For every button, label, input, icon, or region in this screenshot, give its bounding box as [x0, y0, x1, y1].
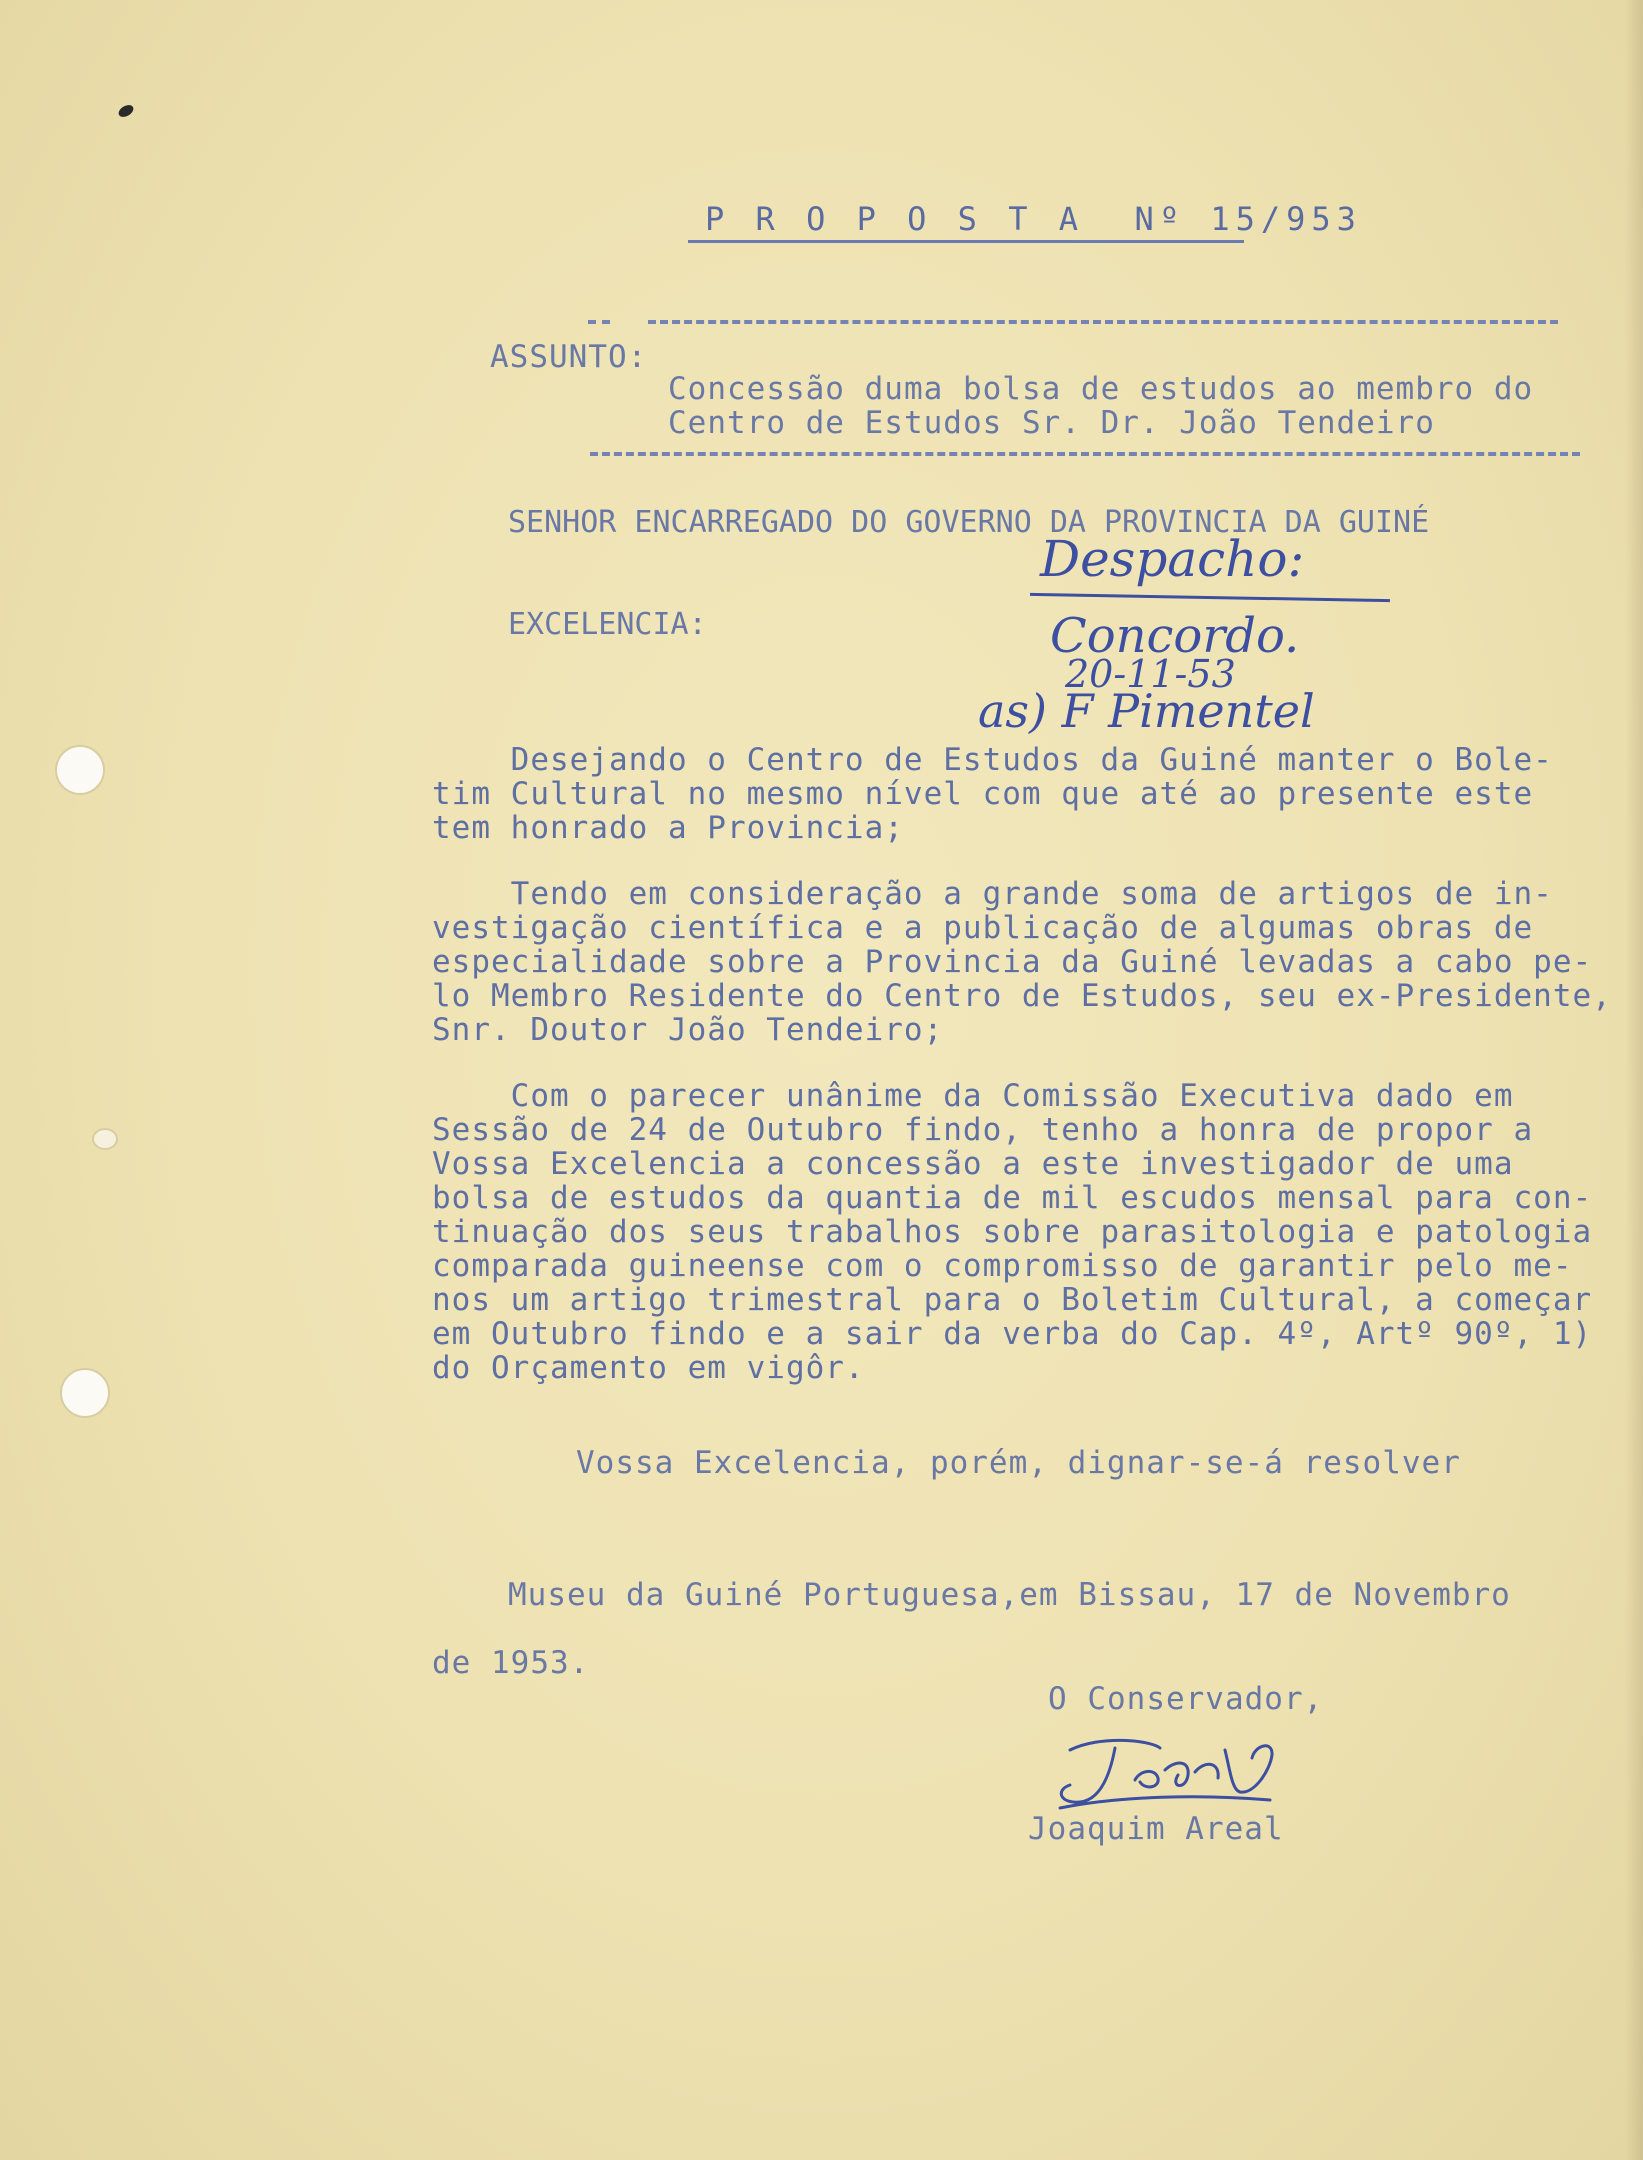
dash-rule-bottom [590, 452, 1580, 456]
paper-edge-shadow [1625, 0, 1643, 2160]
addressee: SENHOR ENCARREGADO DO GOVERNO DA PROVINCIA DA GUINÉ [508, 505, 1430, 540]
paragraph-2-line: Tendo em consideração a grande soma de artigos de in- [432, 876, 1553, 912]
paragraph-3-line: tinuação dos seus trabalhos sobre parasitologia e patologia [432, 1214, 1593, 1250]
paragraph-1-line: tem honrado a Provincia; [432, 810, 904, 846]
paragraph-3-line: Sessão de 24 de Outubro findo, tenho a honra de propor a [432, 1112, 1534, 1148]
document-title: P R O P O S T A Nº 15/953 [705, 200, 1362, 238]
paragraph-2-line: Snr. Doutor João Tendeiro; [432, 1012, 944, 1048]
place-date-line-1: Museu da Guiné Portuguesa,em Bissau, 17 de Novembro [508, 1577, 1511, 1613]
signatory-role: O Conservador, [1048, 1681, 1324, 1717]
subject-line-2: Centro de Estudos Sr. Dr. João Tendeiro [668, 405, 1435, 441]
signatory-name: Joaquim Areal [1028, 1811, 1284, 1847]
paragraph-3-line: comparada guineense com o compromisso de garantir pelo me- [432, 1248, 1573, 1284]
paragraph-3-line: Com o parecer unânime da Comissão Executiva dado em [432, 1078, 1514, 1114]
paragraph-1-line: tim Cultural no mesmo nível com que até ao presente este [432, 776, 1534, 812]
handwritten-date: 20-11-53 [1065, 652, 1236, 696]
paragraph-1-line: Desejando o Centro de Estudos da Guiné manter o Bole- [432, 742, 1553, 778]
ink-speck [117, 103, 136, 120]
closing-line: Vossa Excelencia, porém, dignar-se-á resolver [576, 1445, 1461, 1481]
paper-tear-mark [92, 1128, 118, 1150]
title-underline [688, 240, 1244, 243]
paragraph-2-line: especialidade sobre a Provincia da Guiné levadas a cabo pe- [432, 944, 1593, 980]
paragraph-3-line: nos um artigo trimestral para o Boletim Cultural, a começar [432, 1282, 1593, 1318]
handwritten-underline [1030, 593, 1390, 602]
dash-rule-short [588, 320, 610, 324]
subject-label: ASSUNTO: [490, 339, 648, 375]
paragraph-3-line: em Outubro findo e a sair da verba do Cap. 4º, Artº 90º, 1) [432, 1316, 1593, 1352]
paragraph-2-line: lo Membro Residente do Centro de Estudos, seu ex-Presidente, [432, 978, 1612, 1014]
handwritten-signature-pimentel: as) F Pimentel [978, 684, 1315, 738]
handwritten-dispatch-heading: Despacho: [1040, 530, 1305, 588]
dash-rule-top [648, 320, 1558, 324]
paragraph-3-line: Vossa Excelencia a concessão a este investigador de uma [432, 1146, 1514, 1182]
place-date-line-2: de 1953. [432, 1645, 590, 1681]
handwritten-signature-areal [1040, 1730, 1300, 1820]
paragraph-2-line: vestigação científica e a publicação de algumas obras de [432, 910, 1534, 946]
salutation: EXCELENCIA: [508, 607, 707, 642]
handwritten-approval: Concordo. [1050, 608, 1300, 664]
paragraph-3-line: bolsa de estudos da quantia de mil escudos mensal para con- [432, 1180, 1593, 1216]
paragraph-3-line: do Orçamento em vigôr. [432, 1350, 865, 1386]
punch-hole-bottom [60, 1368, 110, 1418]
subject-line-1: Concessão duma bolsa de estudos ao membro do [668, 371, 1534, 407]
punch-hole-top [55, 745, 105, 795]
